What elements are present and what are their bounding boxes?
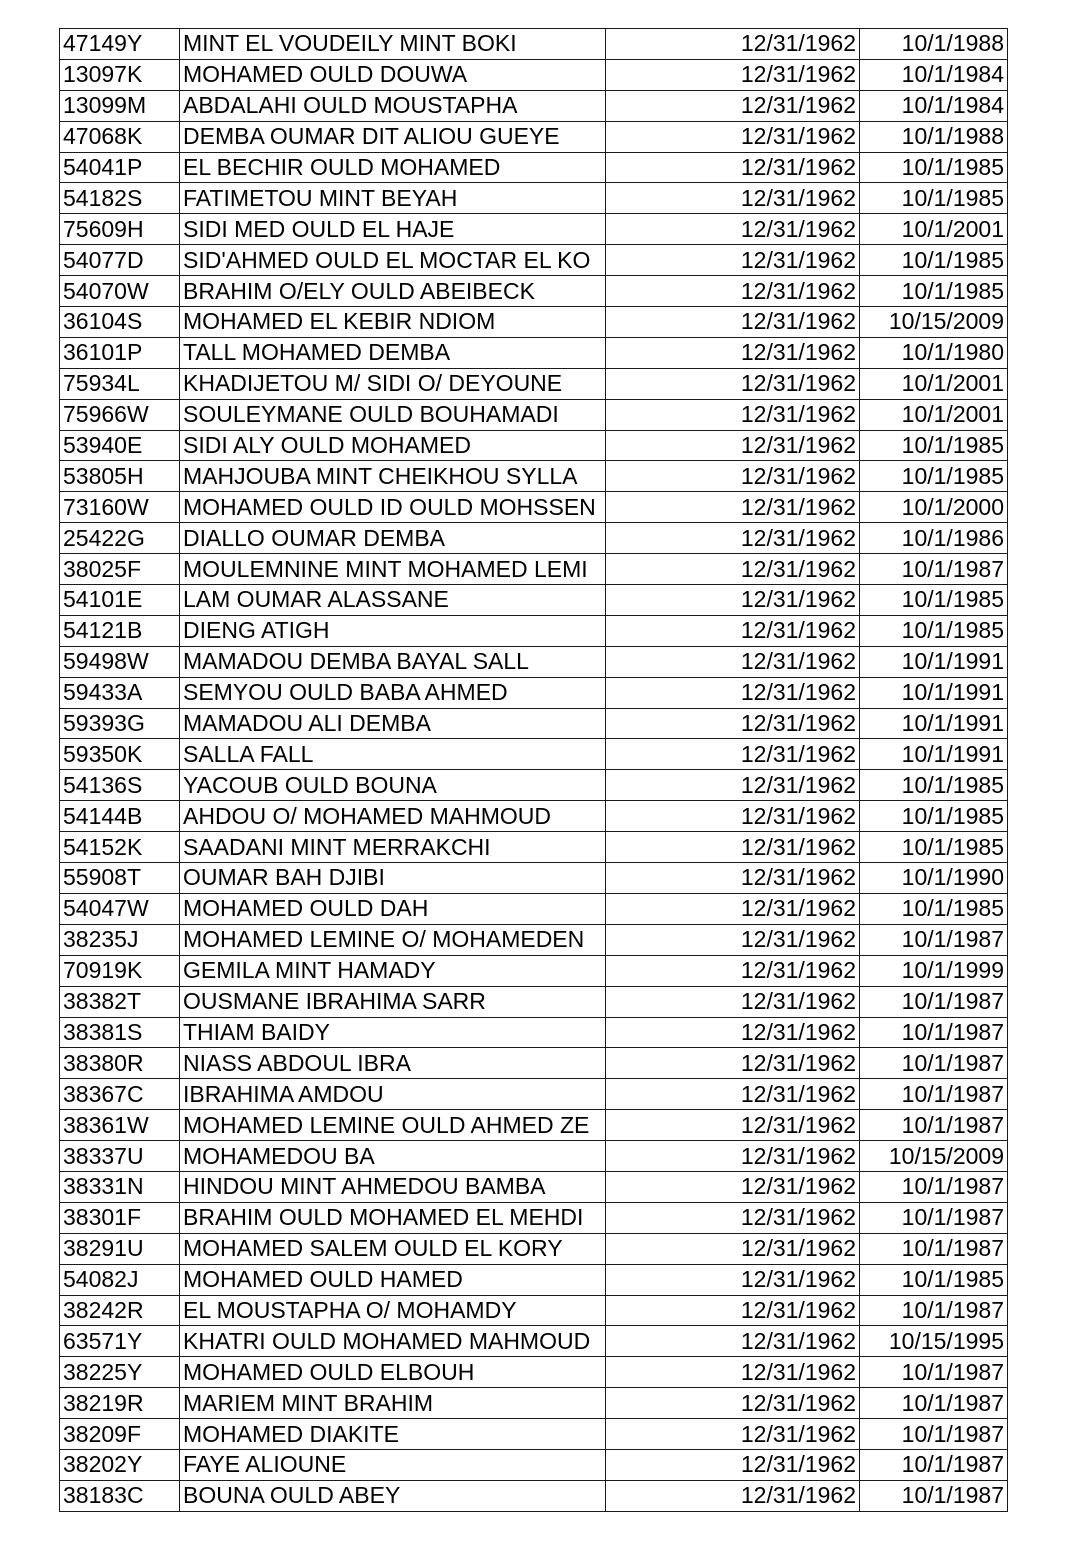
record-date1-cell: 12/31/1962 — [606, 1357, 860, 1388]
record-id-cell: 38235J — [60, 924, 180, 955]
record-id-cell: 38381S — [60, 1017, 180, 1048]
record-date1-cell: 12/31/1962 — [606, 708, 860, 739]
record-name-cell: BOUNA OULD ABEY — [180, 1480, 606, 1511]
table-row — [60, 29, 1008, 60]
record-date1-cell: 12/31/1962 — [606, 1388, 860, 1419]
record-date1-cell: 12/31/1962 — [606, 924, 860, 955]
record-date1-cell: 12/31/1962 — [606, 986, 860, 1017]
record-id-cell: 54041P — [60, 152, 180, 183]
record-id-cell: 59393G — [60, 708, 180, 739]
record-date1-cell: 12/31/1962 — [606, 59, 860, 90]
table-row — [60, 90, 1008, 121]
record-id-cell: 38331N — [60, 1171, 180, 1202]
record-date1-cell: 12/31/1962 — [606, 214, 860, 245]
record-date1-cell: 12/31/1962 — [606, 1233, 860, 1264]
record-date1-cell: 12/31/1962 — [606, 523, 860, 554]
record-date1-cell: 12/31/1962 — [606, 1048, 860, 1079]
record-name-cell: MOHAMED OULD DAH — [180, 893, 606, 924]
record-id-cell: 38025F — [60, 554, 180, 585]
record-name-cell: SID'AHMED OULD EL MOCTAR EL KO — [180, 245, 606, 276]
table-row — [60, 1419, 1008, 1450]
record-id-cell: 59498W — [60, 646, 180, 677]
record-id-cell: 38183C — [60, 1480, 180, 1511]
table-row — [60, 924, 1008, 955]
record-date1-cell: 12/31/1962 — [606, 585, 860, 616]
table-row — [60, 1141, 1008, 1172]
record-date1-cell: 12/31/1962 — [606, 1419, 860, 1450]
record-date2-cell: 10/1/1985 — [860, 1264, 1008, 1295]
record-date1-cell: 12/31/1962 — [606, 739, 860, 770]
record-date1-cell: 12/31/1962 — [606, 245, 860, 276]
record-date2-cell: 10/1/1985 — [860, 430, 1008, 461]
record-name-cell: MOHAMED LEMINE O/ MOHAMEDEN — [180, 924, 606, 955]
record-id-cell: 73160W — [60, 492, 180, 523]
table-row — [60, 832, 1008, 863]
table-row — [60, 121, 1008, 152]
record-date2-cell: 10/1/1987 — [860, 1017, 1008, 1048]
table-row — [60, 276, 1008, 307]
record-date2-cell: 10/1/1988 — [860, 121, 1008, 152]
record-date2-cell: 10/15/2009 — [860, 1141, 1008, 1172]
record-date1-cell: 12/31/1962 — [606, 1326, 860, 1357]
record-id-cell: 38242R — [60, 1295, 180, 1326]
table-row — [60, 337, 1008, 368]
record-id-cell: 53805H — [60, 461, 180, 492]
record-date1-cell: 12/31/1962 — [606, 1141, 860, 1172]
record-date2-cell: 10/1/1985 — [860, 152, 1008, 183]
record-date2-cell: 10/1/1991 — [860, 739, 1008, 770]
record-id-cell: 54121B — [60, 615, 180, 646]
record-date2-cell: 10/1/1999 — [860, 955, 1008, 986]
table-row — [60, 1264, 1008, 1295]
table-row — [60, 1202, 1008, 1233]
record-date2-cell: 10/1/1985 — [860, 245, 1008, 276]
record-date2-cell: 10/1/1985 — [860, 615, 1008, 646]
record-date2-cell: 10/1/1987 — [860, 1449, 1008, 1480]
record-date2-cell: 10/1/1990 — [860, 863, 1008, 894]
record-date2-cell: 10/15/1995 — [860, 1326, 1008, 1357]
record-date2-cell: 10/1/1984 — [860, 59, 1008, 90]
table-row — [60, 1079, 1008, 1110]
record-name-cell: HINDOU MINT AHMEDOU BAMBA — [180, 1171, 606, 1202]
record-date2-cell: 10/1/2001 — [860, 214, 1008, 245]
record-date2-cell: 10/1/2000 — [860, 492, 1008, 523]
record-name-cell: MARIEM MINT BRAHIM — [180, 1388, 606, 1419]
table-row — [60, 430, 1008, 461]
record-name-cell: EL BECHIR OULD MOHAMED — [180, 152, 606, 183]
record-id-cell: 36101P — [60, 337, 180, 368]
record-id-cell: 38225Y — [60, 1357, 180, 1388]
record-date1-cell: 12/31/1962 — [606, 1295, 860, 1326]
record-name-cell: TALL MOHAMED DEMBA — [180, 337, 606, 368]
record-date2-cell: 10/1/1985 — [860, 276, 1008, 307]
table-row — [60, 1295, 1008, 1326]
record-date2-cell: 10/1/1985 — [860, 893, 1008, 924]
record-id-cell: 25422G — [60, 523, 180, 554]
record-name-cell: AHDOU O/ MOHAMED MAHMOUD — [180, 801, 606, 832]
record-date1-cell: 12/31/1962 — [606, 1017, 860, 1048]
table-row — [60, 677, 1008, 708]
record-id-cell: 38301F — [60, 1202, 180, 1233]
record-name-cell: MOHAMED LEMINE OULD AHMED ZE — [180, 1110, 606, 1141]
record-name-cell: MOHAMEDOU BA — [180, 1141, 606, 1172]
record-id-cell: 38202Y — [60, 1449, 180, 1480]
record-date1-cell: 12/31/1962 — [606, 1110, 860, 1141]
record-date2-cell: 10/1/1987 — [860, 1048, 1008, 1079]
record-date1-cell: 12/31/1962 — [606, 1264, 860, 1295]
record-id-cell: 55908T — [60, 863, 180, 894]
record-id-cell: 38367C — [60, 1079, 180, 1110]
record-date1-cell: 12/31/1962 — [606, 1202, 860, 1233]
record-name-cell: KHADIJETOU M/ SIDI O/ DEYOUNE — [180, 368, 606, 399]
table-row — [60, 1388, 1008, 1419]
record-id-cell: 13097K — [60, 59, 180, 90]
record-date1-cell: 12/31/1962 — [606, 832, 860, 863]
table-row — [60, 399, 1008, 430]
record-date1-cell: 12/31/1962 — [606, 183, 860, 214]
record-date2-cell: 10/1/1987 — [860, 1357, 1008, 1388]
record-name-cell: ABDALAHI OULD MOUSTAPHA — [180, 90, 606, 121]
record-name-cell: OUSMANE IBRAHIMA SARR — [180, 986, 606, 1017]
table-row — [60, 214, 1008, 245]
table-row — [60, 1449, 1008, 1480]
table-row — [60, 893, 1008, 924]
record-id-cell: 70919K — [60, 955, 180, 986]
record-date1-cell: 12/31/1962 — [606, 677, 860, 708]
record-date1-cell: 12/31/1962 — [606, 461, 860, 492]
record-date2-cell: 10/1/1987 — [860, 1419, 1008, 1450]
record-id-cell: 38337U — [60, 1141, 180, 1172]
record-date2-cell: 10/1/1985 — [860, 832, 1008, 863]
record-name-cell: KHATRI OULD MOHAMED MAHMOUD — [180, 1326, 606, 1357]
record-date2-cell: 10/1/1985 — [860, 183, 1008, 214]
table-row — [60, 492, 1008, 523]
record-date2-cell: 10/1/1985 — [860, 770, 1008, 801]
table-row — [60, 1357, 1008, 1388]
record-name-cell: MOHAMED OULD HAMED — [180, 1264, 606, 1295]
table-row — [60, 183, 1008, 214]
record-date2-cell: 10/15/2009 — [860, 307, 1008, 338]
records-table — [59, 28, 1008, 1512]
record-date2-cell: 10/1/1985 — [860, 801, 1008, 832]
record-name-cell: EL MOUSTAPHA O/ MOHAMDY — [180, 1295, 606, 1326]
table-row — [60, 770, 1008, 801]
table-row — [60, 1110, 1008, 1141]
table-row — [60, 1326, 1008, 1357]
record-date2-cell: 10/1/1980 — [860, 337, 1008, 368]
record-name-cell: OUMAR BAH DJIBI — [180, 863, 606, 894]
record-date1-cell: 12/31/1962 — [606, 399, 860, 430]
record-name-cell: LAM OUMAR ALASSANE — [180, 585, 606, 616]
table-row — [60, 1017, 1008, 1048]
record-id-cell: 54101E — [60, 585, 180, 616]
record-date1-cell: 12/31/1962 — [606, 863, 860, 894]
record-date1-cell: 12/31/1962 — [606, 1171, 860, 1202]
record-name-cell: MOHAMED SALEM OULD EL KORY — [180, 1233, 606, 1264]
record-id-cell: 75966W — [60, 399, 180, 430]
record-id-cell: 54070W — [60, 276, 180, 307]
record-date1-cell: 12/31/1962 — [606, 893, 860, 924]
record-date1-cell: 12/31/1962 — [606, 121, 860, 152]
table-row — [60, 708, 1008, 739]
record-date1-cell: 12/31/1962 — [606, 307, 860, 338]
table-row — [60, 1480, 1008, 1511]
record-name-cell: MOHAMED OULD DOUWA — [180, 59, 606, 90]
record-id-cell: 38291U — [60, 1233, 180, 1264]
table-row — [60, 1171, 1008, 1202]
record-date1-cell: 12/31/1962 — [606, 770, 860, 801]
record-name-cell: FAYE ALIOUNE — [180, 1449, 606, 1480]
record-date2-cell: 10/1/2001 — [860, 368, 1008, 399]
record-name-cell: DIENG ATIGH — [180, 615, 606, 646]
record-id-cell: 38382T — [60, 986, 180, 1017]
table-row — [60, 986, 1008, 1017]
records-sheet — [59, 28, 1007, 1512]
record-date2-cell: 10/1/1987 — [860, 1480, 1008, 1511]
table-row — [60, 307, 1008, 338]
record-id-cell: 53940E — [60, 430, 180, 461]
record-id-cell: 63571Y — [60, 1326, 180, 1357]
record-name-cell: DIALLO OUMAR DEMBA — [180, 523, 606, 554]
table-row — [60, 585, 1008, 616]
record-date1-cell: 12/31/1962 — [606, 615, 860, 646]
record-date2-cell: 10/1/1991 — [860, 708, 1008, 739]
record-date2-cell: 10/1/1987 — [860, 924, 1008, 955]
record-date2-cell: 10/1/1987 — [860, 986, 1008, 1017]
record-name-cell: MAMADOU ALI DEMBA — [180, 708, 606, 739]
record-id-cell: 38361W — [60, 1110, 180, 1141]
record-date2-cell: 10/1/1985 — [860, 461, 1008, 492]
record-date1-cell: 12/31/1962 — [606, 1079, 860, 1110]
record-name-cell: SIDI MED OULD EL HAJE — [180, 214, 606, 245]
table-row — [60, 863, 1008, 894]
record-name-cell: THIAM BAIDY — [180, 1017, 606, 1048]
record-name-cell: SOULEYMANE OULD BOUHAMADI — [180, 399, 606, 430]
record-name-cell: SALLA FALL — [180, 739, 606, 770]
table-row — [60, 955, 1008, 986]
record-name-cell: MAMADOU DEMBA BAYAL SALL — [180, 646, 606, 677]
record-date2-cell: 10/1/2001 — [860, 399, 1008, 430]
record-date1-cell: 12/31/1962 — [606, 1449, 860, 1480]
record-date2-cell: 10/1/1991 — [860, 646, 1008, 677]
record-name-cell: MOHAMED OULD ELBOUH — [180, 1357, 606, 1388]
record-date2-cell: 10/1/1991 — [860, 677, 1008, 708]
record-id-cell: 54077D — [60, 245, 180, 276]
record-name-cell: MOHAMED EL KEBIR NDIOM — [180, 307, 606, 338]
record-name-cell: FATIMETOU MINT BEYAH — [180, 183, 606, 214]
record-name-cell: SEMYOU OULD BABA AHMED — [180, 677, 606, 708]
record-name-cell: MINT EL VOUDEILY MINT BOKI — [180, 29, 606, 60]
record-date1-cell: 12/31/1962 — [606, 801, 860, 832]
record-id-cell: 59433A — [60, 677, 180, 708]
table-row — [60, 523, 1008, 554]
record-name-cell: DEMBA OUMAR DIT ALIOU GUEYE — [180, 121, 606, 152]
table-row — [60, 739, 1008, 770]
record-id-cell: 54082J — [60, 1264, 180, 1295]
record-name-cell: YACOUB OULD BOUNA — [180, 770, 606, 801]
record-name-cell: MOULEMNINE MINT MOHAMED LEMI — [180, 554, 606, 585]
table-row — [60, 59, 1008, 90]
record-date1-cell: 12/31/1962 — [606, 554, 860, 585]
record-date1-cell: 12/31/1962 — [606, 90, 860, 121]
record-name-cell: BRAHIM OULD MOHAMED EL MEHDI — [180, 1202, 606, 1233]
record-name-cell: GEMILA MINT HAMADY — [180, 955, 606, 986]
table-row — [60, 1048, 1008, 1079]
table-row — [60, 801, 1008, 832]
record-id-cell: 75609H — [60, 214, 180, 245]
record-name-cell: SAADANI MINT MERRAKCHI — [180, 832, 606, 863]
record-date2-cell: 10/1/1984 — [860, 90, 1008, 121]
record-date2-cell: 10/1/1987 — [860, 1202, 1008, 1233]
table-row — [60, 615, 1008, 646]
record-date1-cell: 12/31/1962 — [606, 1480, 860, 1511]
record-date1-cell: 12/31/1962 — [606, 646, 860, 677]
record-id-cell: 59350K — [60, 739, 180, 770]
record-date1-cell: 12/31/1962 — [606, 152, 860, 183]
record-id-cell: 13099M — [60, 90, 180, 121]
record-id-cell: 75934L — [60, 368, 180, 399]
record-id-cell: 38380R — [60, 1048, 180, 1079]
record-name-cell: MAHJOUBA MINT CHEIKHOU SYLLA — [180, 461, 606, 492]
table-row — [60, 1233, 1008, 1264]
record-date2-cell: 10/1/1988 — [860, 29, 1008, 60]
record-date1-cell: 12/31/1962 — [606, 492, 860, 523]
record-date2-cell: 10/1/1987 — [860, 1233, 1008, 1264]
record-id-cell: 54136S — [60, 770, 180, 801]
record-id-cell: 47149Y — [60, 29, 180, 60]
record-id-cell: 54047W — [60, 893, 180, 924]
record-date1-cell: 12/31/1962 — [606, 955, 860, 986]
record-name-cell: NIASS ABDOUL IBRA — [180, 1048, 606, 1079]
record-id-cell: 54144B — [60, 801, 180, 832]
record-date2-cell: 10/1/1987 — [860, 554, 1008, 585]
record-id-cell: 54182S — [60, 183, 180, 214]
record-date1-cell: 12/31/1962 — [606, 430, 860, 461]
record-date1-cell: 12/31/1962 — [606, 337, 860, 368]
record-name-cell: SIDI ALY OULD MOHAMED — [180, 430, 606, 461]
table-row — [60, 245, 1008, 276]
record-id-cell: 38209F — [60, 1419, 180, 1450]
record-date2-cell: 10/1/1987 — [860, 1110, 1008, 1141]
record-date1-cell: 12/31/1962 — [606, 368, 860, 399]
record-name-cell: MOHAMED DIAKITE — [180, 1419, 606, 1450]
record-id-cell: 36104S — [60, 307, 180, 338]
table-row — [60, 646, 1008, 677]
record-name-cell: MOHAMED OULD ID OULD MOHSSEN — [180, 492, 606, 523]
record-date1-cell: 12/31/1962 — [606, 29, 860, 60]
table-row — [60, 152, 1008, 183]
record-id-cell: 38219R — [60, 1388, 180, 1419]
record-date2-cell: 10/1/1987 — [860, 1388, 1008, 1419]
record-date2-cell: 10/1/1985 — [860, 585, 1008, 616]
record-name-cell: IBRAHIMA AMDOU — [180, 1079, 606, 1110]
record-date1-cell: 12/31/1962 — [606, 276, 860, 307]
record-date2-cell: 10/1/1987 — [860, 1079, 1008, 1110]
table-row — [60, 461, 1008, 492]
record-name-cell: BRAHIM O/ELY OULD ABEIBECK — [180, 276, 606, 307]
record-date2-cell: 10/1/1987 — [860, 1171, 1008, 1202]
record-date2-cell: 10/1/1987 — [860, 1295, 1008, 1326]
table-row — [60, 368, 1008, 399]
record-date2-cell: 10/1/1986 — [860, 523, 1008, 554]
record-id-cell: 47068K — [60, 121, 180, 152]
table-row — [60, 554, 1008, 585]
records-body — [60, 29, 1008, 1512]
record-id-cell: 54152K — [60, 832, 180, 863]
